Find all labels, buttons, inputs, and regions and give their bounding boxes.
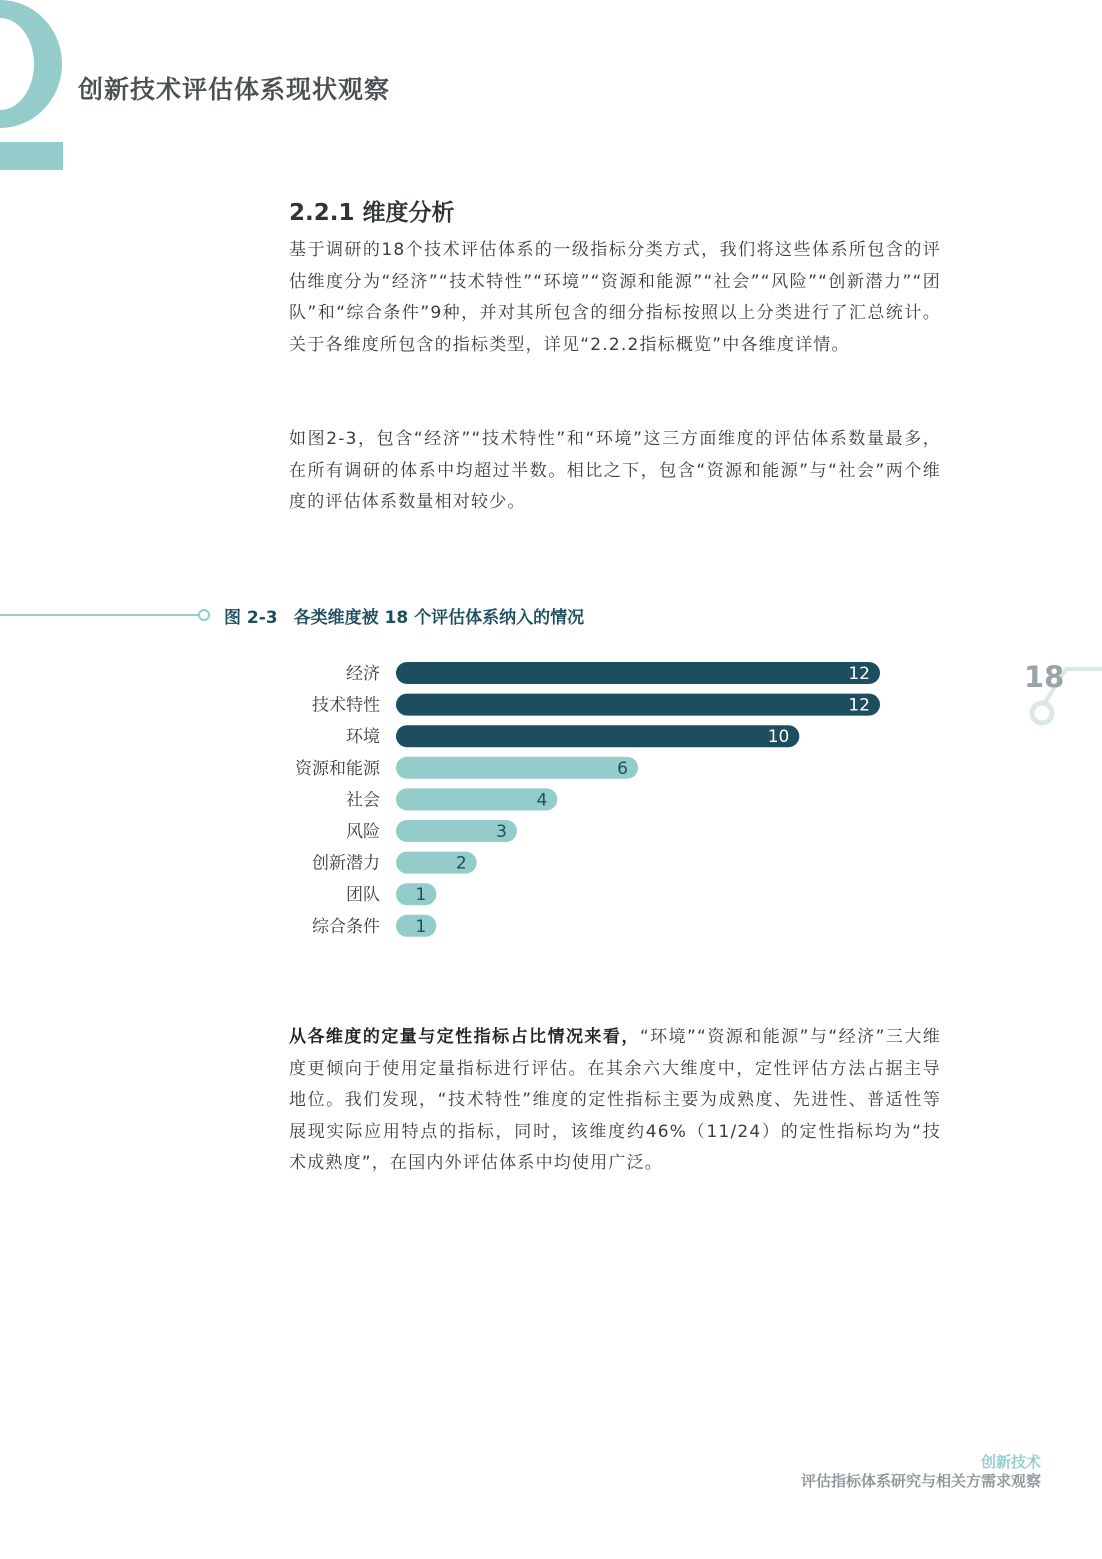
bar <box>396 694 880 716</box>
category-label: 创新潜力 <box>312 853 380 874</box>
caption-dot <box>198 609 210 621</box>
section-heading: 2.2.1 维度分析 <box>289 200 455 226</box>
bar <box>396 788 557 810</box>
category-label: 社会 <box>346 790 380 811</box>
bar <box>396 662 880 684</box>
category-label: 经济 <box>346 664 380 684</box>
body-paragraph <box>289 1022 941 1180</box>
bar-value-label: 1 <box>415 916 427 937</box>
bar-value-label: 12 <box>848 695 870 716</box>
category-label: 环境 <box>346 727 380 748</box>
bar-value-label: 3 <box>496 822 507 842</box>
figure-title: 各类维度被 18 个评估体系纳入的情况 <box>293 608 585 628</box>
chapter-number-graphic <box>0 0 70 172</box>
figure-number: 图 2-3 <box>224 608 278 628</box>
category-label: 资源和能源 <box>295 758 380 779</box>
category-label: 团队 <box>346 885 380 906</box>
category-label: 综合条件 <box>312 916 380 937</box>
paragraph-text: “环境”“资源和能源”与“经济”三大维度更倾向于使用定量指标进行评估。在其余六大维度中，定性评估方法占据主导地位。我们发现，“技术特性”维度的定性指标主要为成熟度、先进性、普适性等展现实际应用特点的指标，同时，该维度约46%（11/24）的定性指标均为“技术成熟度”，在国内外评估体系中均使用广泛。 <box>289 1027 941 1173</box>
caption-rule <box>0 614 200 616</box>
bar-value-label: 1 <box>415 885 427 906</box>
paragraph-lead: 从各维度的定量与定性指标占比情况来看， <box>289 1027 640 1047</box>
body-paragraph: 如图2-3，包含“经济”“技术特性”和“环境”这三方面维度的评估体系数量最多，在所有调研的体系中均超过半数。相比之下，包含“资源和能源”与“社会”两个维度的评估体系数量相对较少。 <box>289 429 941 512</box>
bar-value-label: 2 <box>455 853 467 874</box>
footer-subtitle: 评估指标体系研究与相关方需求观察 <box>800 1472 1041 1490</box>
bar-value-label: 4 <box>536 790 548 811</box>
bar-value-label: 6 <box>617 758 628 779</box>
body-paragraph: 基于调研的18个技术评估体系的一级指标分类方式，我们将这些体系所包含的评估维度分为“经济”“技术特性”“环境”“资源和能源”“社会”“风险”“创新潜力”“团队”和“综合条件”9种，并对其所包含的细分指标按照以上分类进行了汇总统计。关于各维度所包含的指标类型，详见“2.2.2指标概览”中各维度详情。 <box>289 240 941 355</box>
bar-chart <box>280 655 900 945</box>
bar <box>396 757 638 779</box>
figure-caption <box>224 603 584 628</box>
chapter-title: 创新技术评估体系现状观察 <box>78 75 391 104</box>
chapter-bar <box>0 142 63 170</box>
bar-value-label: 10 <box>767 727 790 748</box>
chapter-arc <box>0 0 62 128</box>
footer-title: 创新技术 <box>980 1453 1041 1471</box>
category-label: 技术特性 <box>312 695 380 716</box>
category-label: 风险 <box>346 822 380 842</box>
bar <box>396 725 799 747</box>
bar-value-label: 12 <box>848 664 870 684</box>
page-number: 18 <box>1024 660 1065 694</box>
chart-svg <box>280 655 900 945</box>
